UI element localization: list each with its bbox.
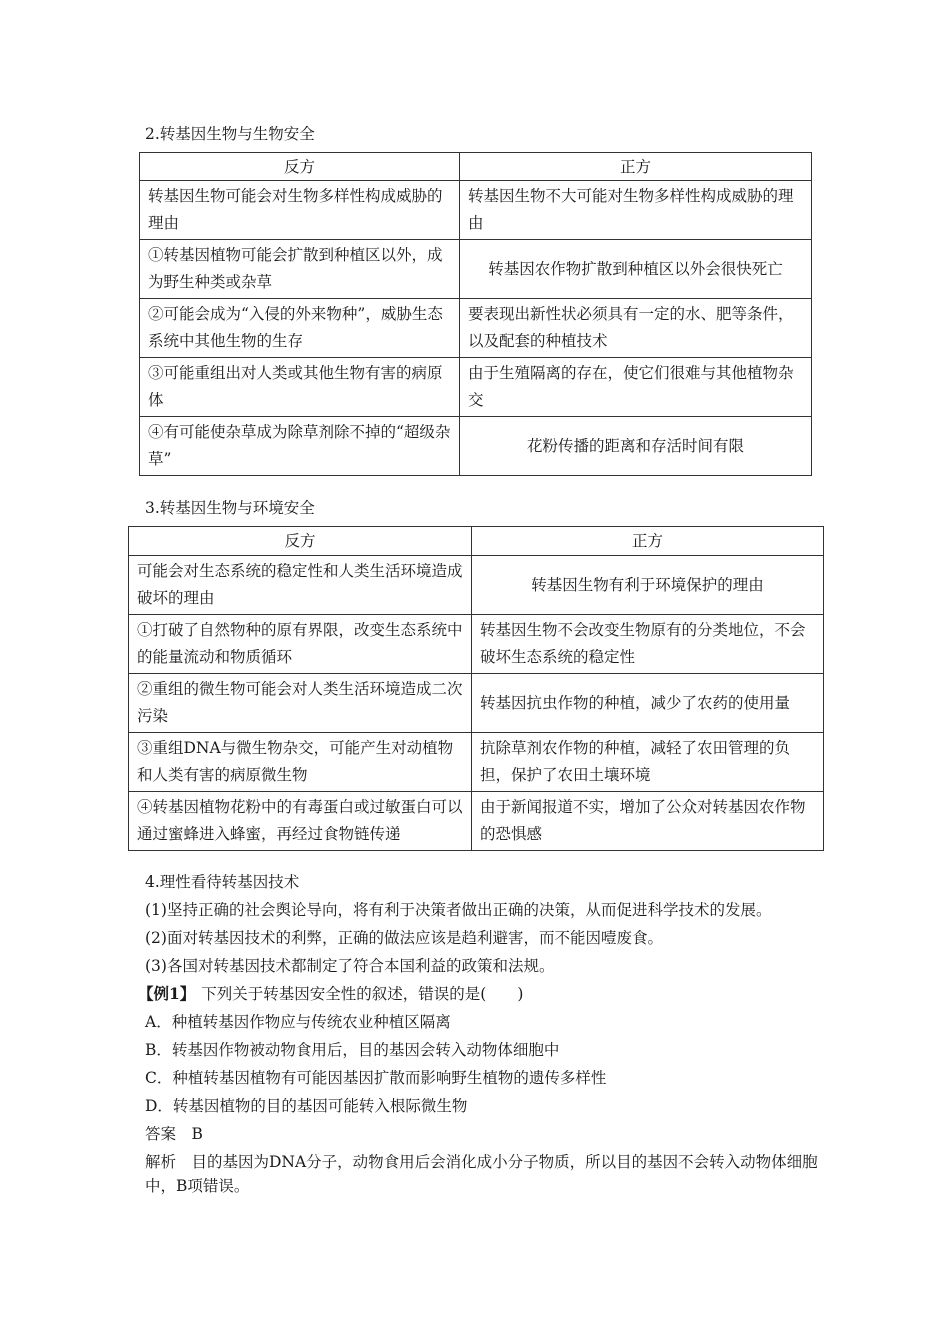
cell-pro: 抗除草剂农作物的种植，减轻了农田管理的负担，保护了农田土壤环境 (472, 733, 824, 792)
section2-title: 2.转基因生物与生物安全 (145, 125, 315, 143)
list-item: (1)坚持正确的社会舆论导向，将有利于决策者做出正确的决策，从而促进科学技术的发展。 (145, 901, 772, 919)
option-c: C．种植转基因植物有可能因基因扩散而影响野生植物的遗传多样性 (145, 1069, 607, 1087)
table-row (140, 358, 812, 417)
cell-con: ②重组的微生物可能会对人类生活环境造成二次污染 (129, 674, 472, 733)
cell-pro: 转基因生物不大可能对生物多样性构成威胁的理由 (460, 181, 812, 240)
answer: 答案 B (145, 1125, 203, 1143)
cell-con: ④有可能使杂草成为除草剂除不掉的“超级杂草” (140, 417, 460, 476)
option-d: D．转基因植物的目的基因可能转入根际微生物 (145, 1097, 468, 1115)
table-row (129, 674, 824, 733)
cell-con: ③可能重组出对人类或其他生物有害的病原体 (140, 358, 460, 417)
header-pro: 正方 (472, 527, 824, 556)
biosafety-table (139, 152, 812, 476)
cell-pro: 转基因生物有利于环境保护的理由 (472, 556, 824, 615)
cell-con: ③重组DNA与微生物杂交，可能产生对动植物和人类有害的病原微生物 (129, 733, 472, 792)
question-text: 下列关于转基因安全性的叙述，错误的是( ) (201, 985, 524, 1003)
cell-pro: 花粉传播的距离和存活时间有限 (460, 417, 812, 476)
table-row (129, 792, 824, 851)
cell-pro: 转基因生物不会改变生物原有的分类地位，不会破坏生态系统的稳定性 (472, 615, 824, 674)
header-pro: 正方 (460, 153, 812, 181)
cell-con: ①打破了自然物种的原有界限，改变生态系统中的能量流动和物质循环 (129, 615, 472, 674)
option-b: B．转基因作物被动物食用后，目的基因会转入动物体细胞中 (145, 1041, 560, 1059)
section3-title: 3.转基因生物与环境安全 (145, 499, 315, 517)
cell-con: ②可能会成为“入侵的外来物种”，威胁生态系统中其他生物的生存 (140, 299, 460, 358)
section4-title: 4.理性看待转基因技术 (145, 873, 300, 891)
cell-con: ④转基因植物花粉中的有毒蛋白或过敏蛋白可以通过蜜蜂进入蜂蜜，再经过食物链传递 (129, 792, 472, 851)
analysis: 解析 目的基因为DNA分子，动物食用后会消化成小分子物质，所以目的基因不会转入动物体细胞中，B项错误。 (145, 1153, 818, 1195)
list-item: (3)各国对转基因技术都制定了符合本国利益的政策和法规。 (145, 957, 555, 975)
example-tag: 【例1】 (138, 984, 196, 1003)
table-header-row (129, 527, 824, 556)
table-row (129, 733, 824, 792)
list-item: (2)面对转基因技术的利弊，正确的做法应该是趋利避害，而不能因噎废食。 (145, 929, 663, 947)
cell-con: ①转基因植物可能会扩散到种植区以外，成为野生种类或杂草 (140, 240, 460, 299)
table-header-row (140, 153, 812, 181)
environment-table (128, 526, 824, 851)
cell-pro: 转基因抗虫作物的种植，减少了农药的使用量 (472, 674, 824, 733)
table-row (140, 181, 812, 240)
header-con: 反方 (129, 527, 472, 556)
table-row (129, 556, 824, 615)
table-row (140, 240, 812, 299)
header-con: 反方 (140, 153, 460, 181)
cell-con: 转基因生物可能会对生物多样性构成威胁的理由 (140, 181, 460, 240)
cell-pro: 由于生殖隔离的存在，使它们很难与其他植物杂交 (460, 358, 812, 417)
cell-pro: 要表现出新性状必须具有一定的水、肥等条件，以及配套的种植技术 (460, 299, 812, 358)
table-row (129, 615, 824, 674)
option-a: A．种植转基因作物应与传统农业种植区隔离 (145, 1013, 451, 1031)
cell-con: 可能会对生态系统的稳定性和人类生活环境造成破坏的理由 (129, 556, 472, 615)
table-row (140, 299, 812, 358)
cell-pro: 转基因农作物扩散到种植区以外会很快死亡 (460, 240, 812, 299)
table-row (140, 417, 812, 476)
cell-pro: 由于新闻报道不实，增加了公众对转基因农作物的恐惧感 (472, 792, 824, 851)
example-question (138, 982, 818, 1006)
